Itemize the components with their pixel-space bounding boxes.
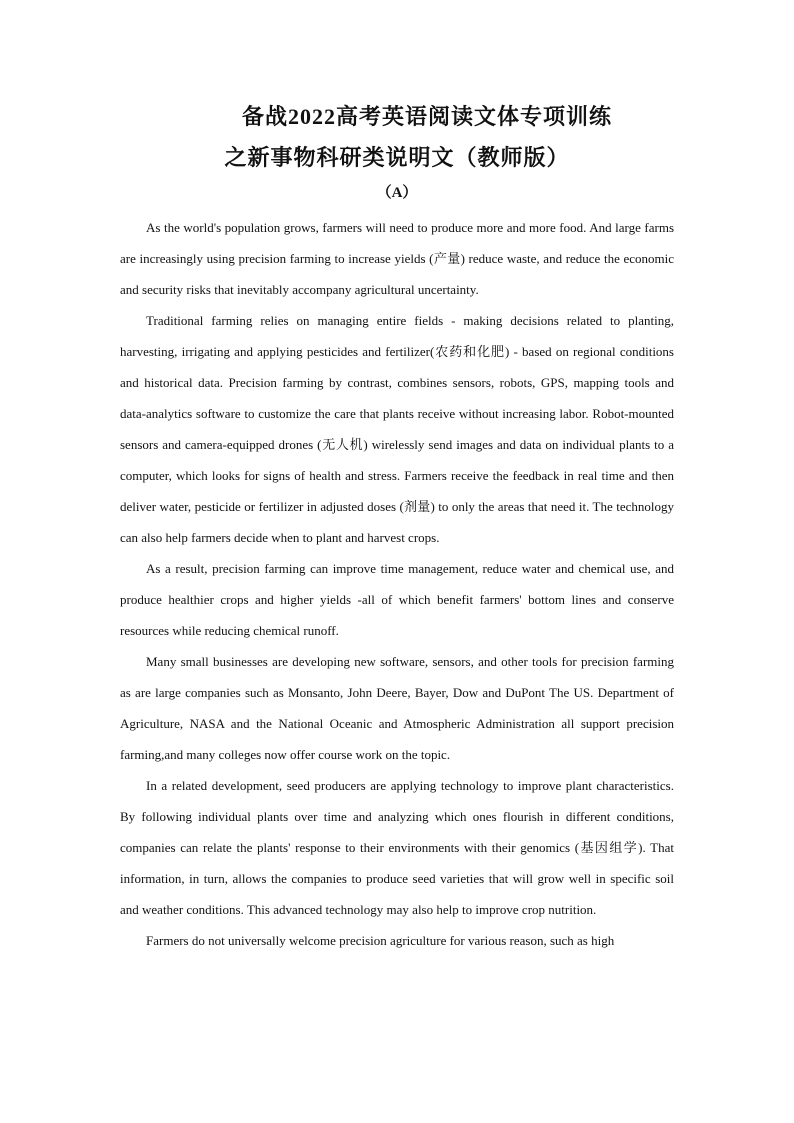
paragraph-4: Many small businesses are developing new software, sensors, and other tools for precision farming as are large companies such as Monsanto, John Deere, Bayer, Dow and DuPont The US. Department of Agriculture, NASA and the National Oceanic and Atmospheric Administration all support precision farming,and many colleges now offer course work on the topic. [120,654,674,762]
paragraph-1: As the world's population grows, farmers will need to produce more and more food. And large farms are increasingly using precision farming to increase yields (产量) reduce waste, and reduce the economic and security risks that inevitably accompany agricultural uncertainty. [120,220,674,297]
page-title: 备战2022高考英语阅读文体专项训练 [241,104,612,129]
article-body [120,212,674,956]
page-subtitle: 之新事物科研类说明文（教师版） [224,145,570,170]
section-label: （A） [376,185,418,201]
paragraph-2: Traditional farming relies on managing entire fields - making decisions related to planting, harvesting, irrigating and applying pesticides and fertilizer(农药和化肥) - based on regional conditions and historical data. Precision farming by contrast, combines sensors, robots, GPS, mapping tools and data-analytics software to customize the care that plants receive without increasing labor. Robot-mounted sensors and camera-equipped drones (无人机) wirelessly send images and data on individual plants to a computer, which looks for signs of health and stress. Farmers receive the feedback in real time and then deliver water, pesticide or fertilizer in adjusted doses (剂量) to only the areas that need it. The technology can also help farmers decide when to plant and harvest crops. [120,313,674,545]
paragraph-5: In a related development, seed producers are applying technology to improve plant characteristics. By following individual plants over time and analyzing which ones flourish in different conditions, companies can relate the plants' response to their environments with their genomics (基因组学). That information, in turn, allows the companies to produce seed varieties that will grow well in specific soil and weather conditions. This advanced technology may also help to improve crop nutrition. [120,778,674,917]
paragraph-6: Farmers do not universally welcome precision agriculture for various reason, such as high [146,933,615,948]
paragraph-3: As a result, precision farming can improve time management, reduce water and chemical use, and produce healthier crops and higher yields -all of which benefit farmers' bottom lines and conserve resources while reducing chemical runoff. [120,561,674,638]
